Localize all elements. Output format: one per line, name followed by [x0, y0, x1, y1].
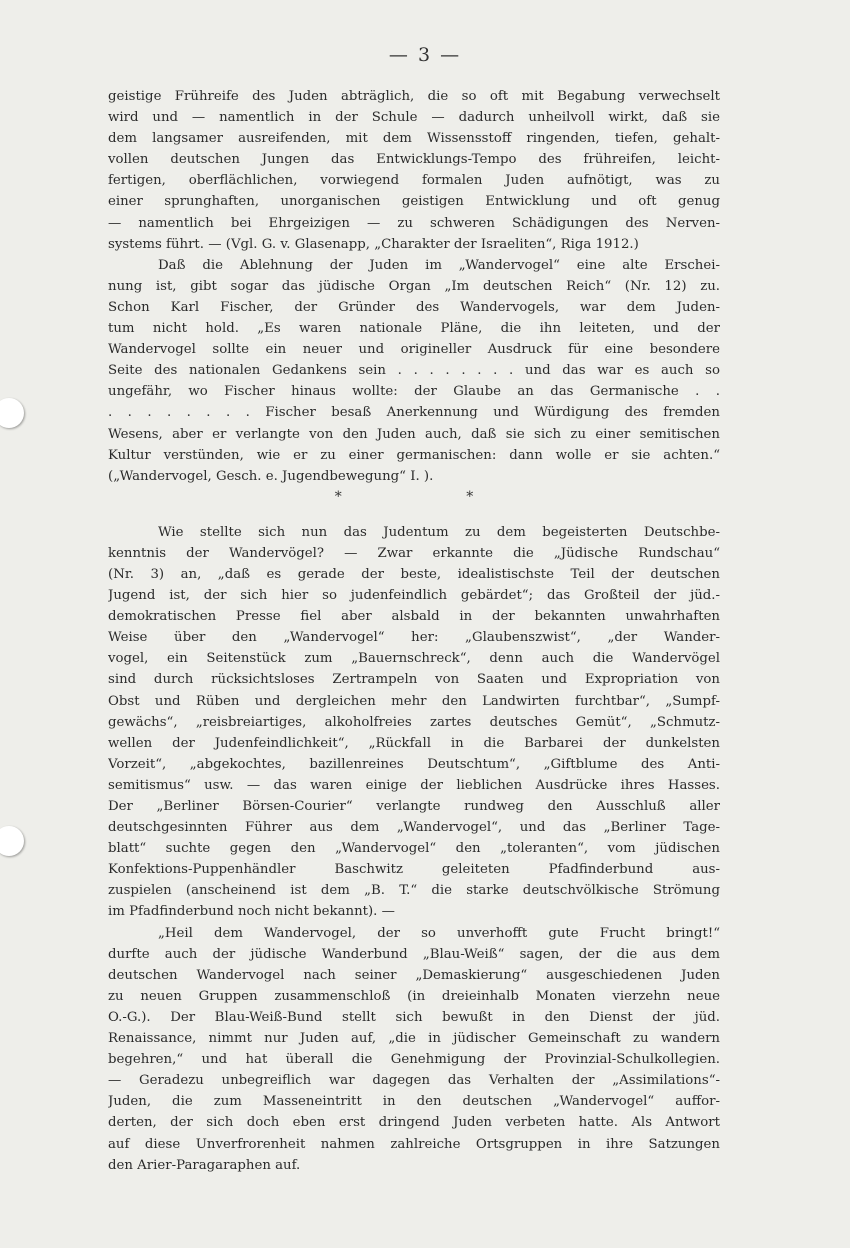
text-line: gewächs“, „reisbreiartiges, alkoholfreies zartes deutsches Gemüt“, „Schmutz-	[108, 714, 720, 730]
text-line: systems führt. — (Vgl. G. v. Glasenapp, „Charakter der Israeliten“, Riga 1912.)	[108, 236, 639, 252]
text-line: Schon Karl Fischer, der Gründer des Wandervogels, war dem Juden-	[108, 299, 720, 315]
text-line: Seite des nationalen Gedankens sein . . . . . . . . und das war es auch so	[108, 363, 720, 379]
paragraph	[108, 86, 720, 255]
text-line: Der „Berliner Börsen-Courier“ verlangte rundweg den Ausschluß aller	[108, 799, 720, 814]
text-line: — namentlich bei Ehrgeizigen — zu schweren Schädigungen des Nerven-	[108, 215, 720, 231]
text-line: durfte auch der jüdische Wanderbund „Blau-Weiß“ sagen, der die aus dem	[108, 946, 720, 962]
separator-gap	[108, 508, 720, 522]
paragraph	[108, 255, 720, 487]
text-line: Jugend ist, der sich hier so judenfeindlich gebärdet“; das Großteil der jüd.-	[108, 588, 720, 604]
text-line: Daß die Ablehnung der Juden im „Wandervogel“ eine alte Erschei-	[158, 257, 720, 273]
section-separator: * *	[334, 488, 534, 505]
text-line: Wandervogel sollte ein neuer und origineller Ausdruck für eine besondere	[108, 342, 720, 358]
text-line: auf diese Unverfrorenheit nahmen zahlreiche Ortsgruppen in ihre Satzungen	[108, 1136, 720, 1152]
text-line: . . . . . . . . Fischer besaß Anerkennung und Würdigung des fremden	[108, 405, 720, 421]
text-line: zu neuen Gruppen zusammenschloß (in dreieinhalb Monaten vierzehn neue	[108, 988, 720, 1004]
text-line: wellen der Judenfeindlichkeit“, „Rückfall in die Barbarei der dunkelsten	[108, 735, 720, 751]
text-line: kenntnis der Wandervögel? — Zwar erkannte die „Jüdische Rundschau“	[108, 545, 720, 561]
text-line: blatt“ suchte gegen den „Wandervogel“ den „toleranten“, vom jüdischen	[108, 841, 720, 857]
text-line: demokratischen Presse fiel aber alsbald in der bekannten unwahrhaften	[108, 609, 720, 625]
text-line: begehren,“ und hat überall die Genehmigung der Provinzial-Schulkollegien.	[108, 1052, 720, 1068]
text-line: Wesens, aber er verlangte von den Juden auch, daß sie sich zu einer semitischen	[108, 426, 720, 442]
body-text	[108, 86, 720, 1176]
text-line: ungefähr, wo Fischer hinaus wollte: der Glaube an das Germanische . .	[108, 384, 720, 400]
text-line: tum nicht hold. „Es waren nationale Pläne, die ihn leiteten, und der	[108, 321, 720, 337]
text-line: vollen deutschen Jungen das Entwicklungs-Tempo des frühreifen, leicht-	[108, 152, 720, 168]
punch-hole-bottom	[0, 826, 24, 856]
text-line: („Wandervogel, Gesch. e. Jugendbewegung“ I. ).	[108, 468, 434, 484]
text-line: O.-G.). Der Blau-Weiß-Bund stellt sich bewußt in den Dienst der jüd.	[108, 1009, 720, 1025]
text-line: — Geradezu unbegreiflich war dagegen das Verhalten der „Assimilations“-	[108, 1073, 720, 1089]
text-line: wird und — namentlich in der Schule — dadurch unheilvoll wirkt, daß sie	[108, 110, 720, 126]
text-line: Wie stellte sich nun das Judentum zu dem begeisterten Deutschbe-	[158, 524, 720, 540]
text-line: fertigen, oberflächlichen, vorwiegend formalen Juden aufnötigt, was zu	[108, 173, 720, 189]
text-line: sind durch rücksichtsloses Zertrampeln von Saaten und Expropriation von	[108, 672, 720, 688]
paragraph	[108, 522, 720, 923]
text-line: Obst und Rüben und dergleichen mehr den Landwirten furchtbar“, „Sumpf-	[108, 693, 720, 709]
punch-hole-top	[0, 398, 24, 428]
text-line: einer sprunghaften, unorganischen geistigen Entwicklung und oft genug	[108, 194, 720, 210]
text-line: deutschen Wandervogel nach seiner „Demaskierung“ ausgeschiedenen Juden	[108, 967, 720, 983]
text-line: semitismus“ usw. — das waren einige der lieblichen Ausdrücke ihres Hasses.	[108, 777, 720, 793]
paragraph	[108, 923, 720, 1176]
text-line: den Arier-Paragaraphen auf.	[108, 1157, 301, 1173]
text-line: Renaissance, nimmt nur Juden auf, „die in jüdischer Gemeinschaft zu wandern	[108, 1031, 720, 1047]
text-line: Weise über den „Wandervogel“ her: „Glaubenszwist“, „der Wander-	[108, 630, 720, 646]
text-line: Vorzeit“, „abgekochtes, bazillenreines Deutschtum“, „Giftblume des Anti-	[108, 756, 720, 772]
text-line: im Pfadfinderbund noch nicht bekannt). —	[108, 904, 395, 920]
text-line: vogel, ein Seitenstück zum „Bauernschreck“, denn auch die Wandervögel	[108, 651, 720, 667]
text-line: nung ist, gibt sogar das jüdische Organ „Im deutschen Reich“ (Nr. 12) zu.	[108, 278, 720, 294]
text-line: „Heil dem Wandervogel, der so unverhofft gute Frucht bringt!“	[158, 925, 720, 941]
text-line: Konfektions-Puppenhändler Baschwitz geleiteten Pfadfinderbund aus-	[108, 862, 720, 878]
text-line: Kultur verstünden, wie er zu einer germanischen: dann wolle er sie achten.“	[108, 447, 720, 463]
text-line: derten, der sich doch eben erst dringend Juden verbeten hatte. Als Antwort	[108, 1115, 720, 1131]
text-line: (Nr. 3) an, „daß es gerade der beste, idealistischste Teil der deutschen	[108, 566, 720, 582]
text-line: geistige Frühreife des Juden abträglich, die so oft mit Begabung verwechselt	[108, 89, 720, 104]
text-line: Juden, die zum Masseneintritt in den deutschen „Wandervogel“ auffor-	[108, 1094, 720, 1110]
text-line: zuspielen (anscheinend ist dem „B. T.“ die starke deutschvölkische Strömung	[108, 883, 720, 899]
page-number: — 3 —	[388, 44, 462, 66]
text-line: dem langsamer ausreifenden, mit dem Wissensstoff ringenden, tiefen, gehalt-	[108, 131, 720, 147]
text-line: deutschgesinnten Führer aus dem „Wandervogel“, und das „Berliner Tage-	[108, 820, 720, 836]
